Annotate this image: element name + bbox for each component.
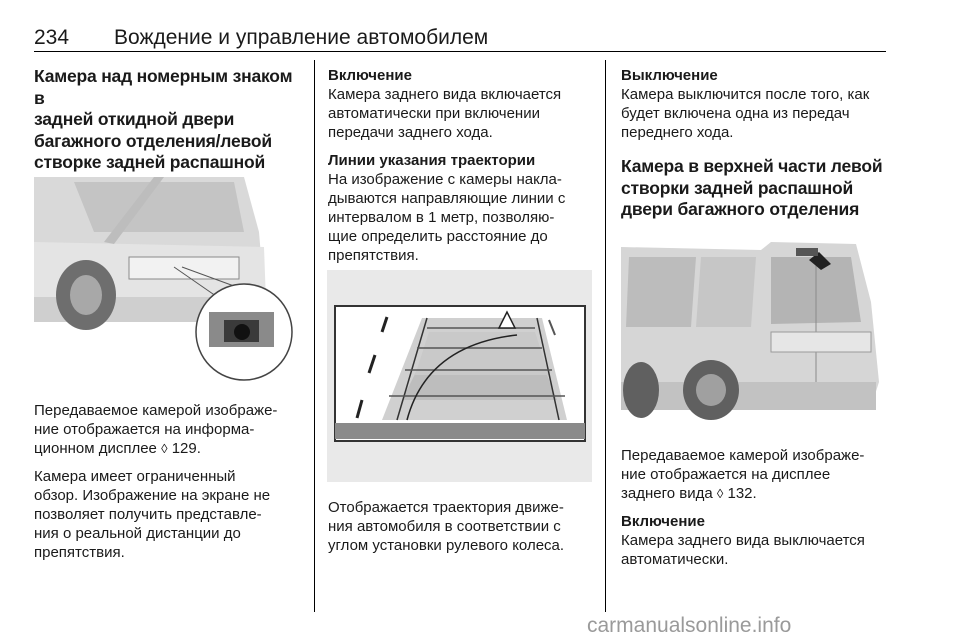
paragraph: Передаваемое камерой изображе- ние отображается на дисплее заднего вида ◊ 132. — [621, 447, 865, 502]
van-camera-figure — [621, 232, 883, 430]
trajectory-display-figure — [327, 270, 592, 482]
section-heading — [621, 156, 891, 221]
page-number: 234 — [34, 26, 70, 49]
subheading: Линии указания траектории — [328, 152, 536, 169]
chapter-title: Вождение и управление автомобилем — [114, 26, 489, 49]
heading-line: двери багажного отделения — [621, 199, 860, 219]
column-3-text — [621, 446, 891, 569]
heading-line: Камера над номерным знаком в — [34, 66, 293, 108]
column-3 — [621, 66, 891, 221]
heading-line: створки задней распашной — [621, 177, 854, 198]
paragraph: Камера выключится после того, как будет включена одна из передач переднего хода. — [621, 86, 870, 141]
paragraph: Передаваемое камерой изображе- ние отображается на информа- ционном дисплее ◊ 129. — [34, 402, 278, 457]
column-2 — [328, 66, 598, 265]
watermark: carmanualsonline.info — [587, 614, 792, 637]
subheading: Включение — [328, 67, 412, 84]
paragraph: Камера заднего вида включается автоматически при включении передачи заднего хода. — [328, 86, 562, 141]
page-reference-icon: ◊ — [161, 441, 168, 456]
heading-line: створке задней распашной — [34, 152, 266, 172]
column-1-text — [34, 401, 304, 562]
subheading: Выключение — [621, 67, 718, 84]
heading-line: Камера в верхней части левой — [621, 156, 883, 176]
figure-caption: Отображается траектория движе- ния автомобиля в соответствии с углом установки рулевого колеса. — [328, 499, 565, 554]
paragraph: Камера имеет ограниченный обзор. Изображение на экране не позволяет получить представле- ния о реальной дистанции до препятствия. — [34, 468, 271, 561]
heading-line: задней откидной двери — [34, 109, 235, 129]
page-reference-icon: ◊ — [716, 486, 724, 501]
header-rule — [34, 51, 886, 52]
column-divider — [605, 60, 606, 612]
rear-camera-figure — [34, 172, 296, 384]
paragraph: Камера заднего вида выключается автоматически. — [621, 532, 865, 568]
subheading: Включение — [621, 513, 705, 530]
column-divider — [314, 60, 315, 612]
page-header — [34, 26, 886, 58]
paragraph: На изображение с камеры накла- дываются направляющие линии с интервалом в 1 метр, позволяю- щие определить расстояние до препятствия. — [328, 171, 566, 264]
heading-line: багажного отделения/левой — [34, 130, 272, 151]
